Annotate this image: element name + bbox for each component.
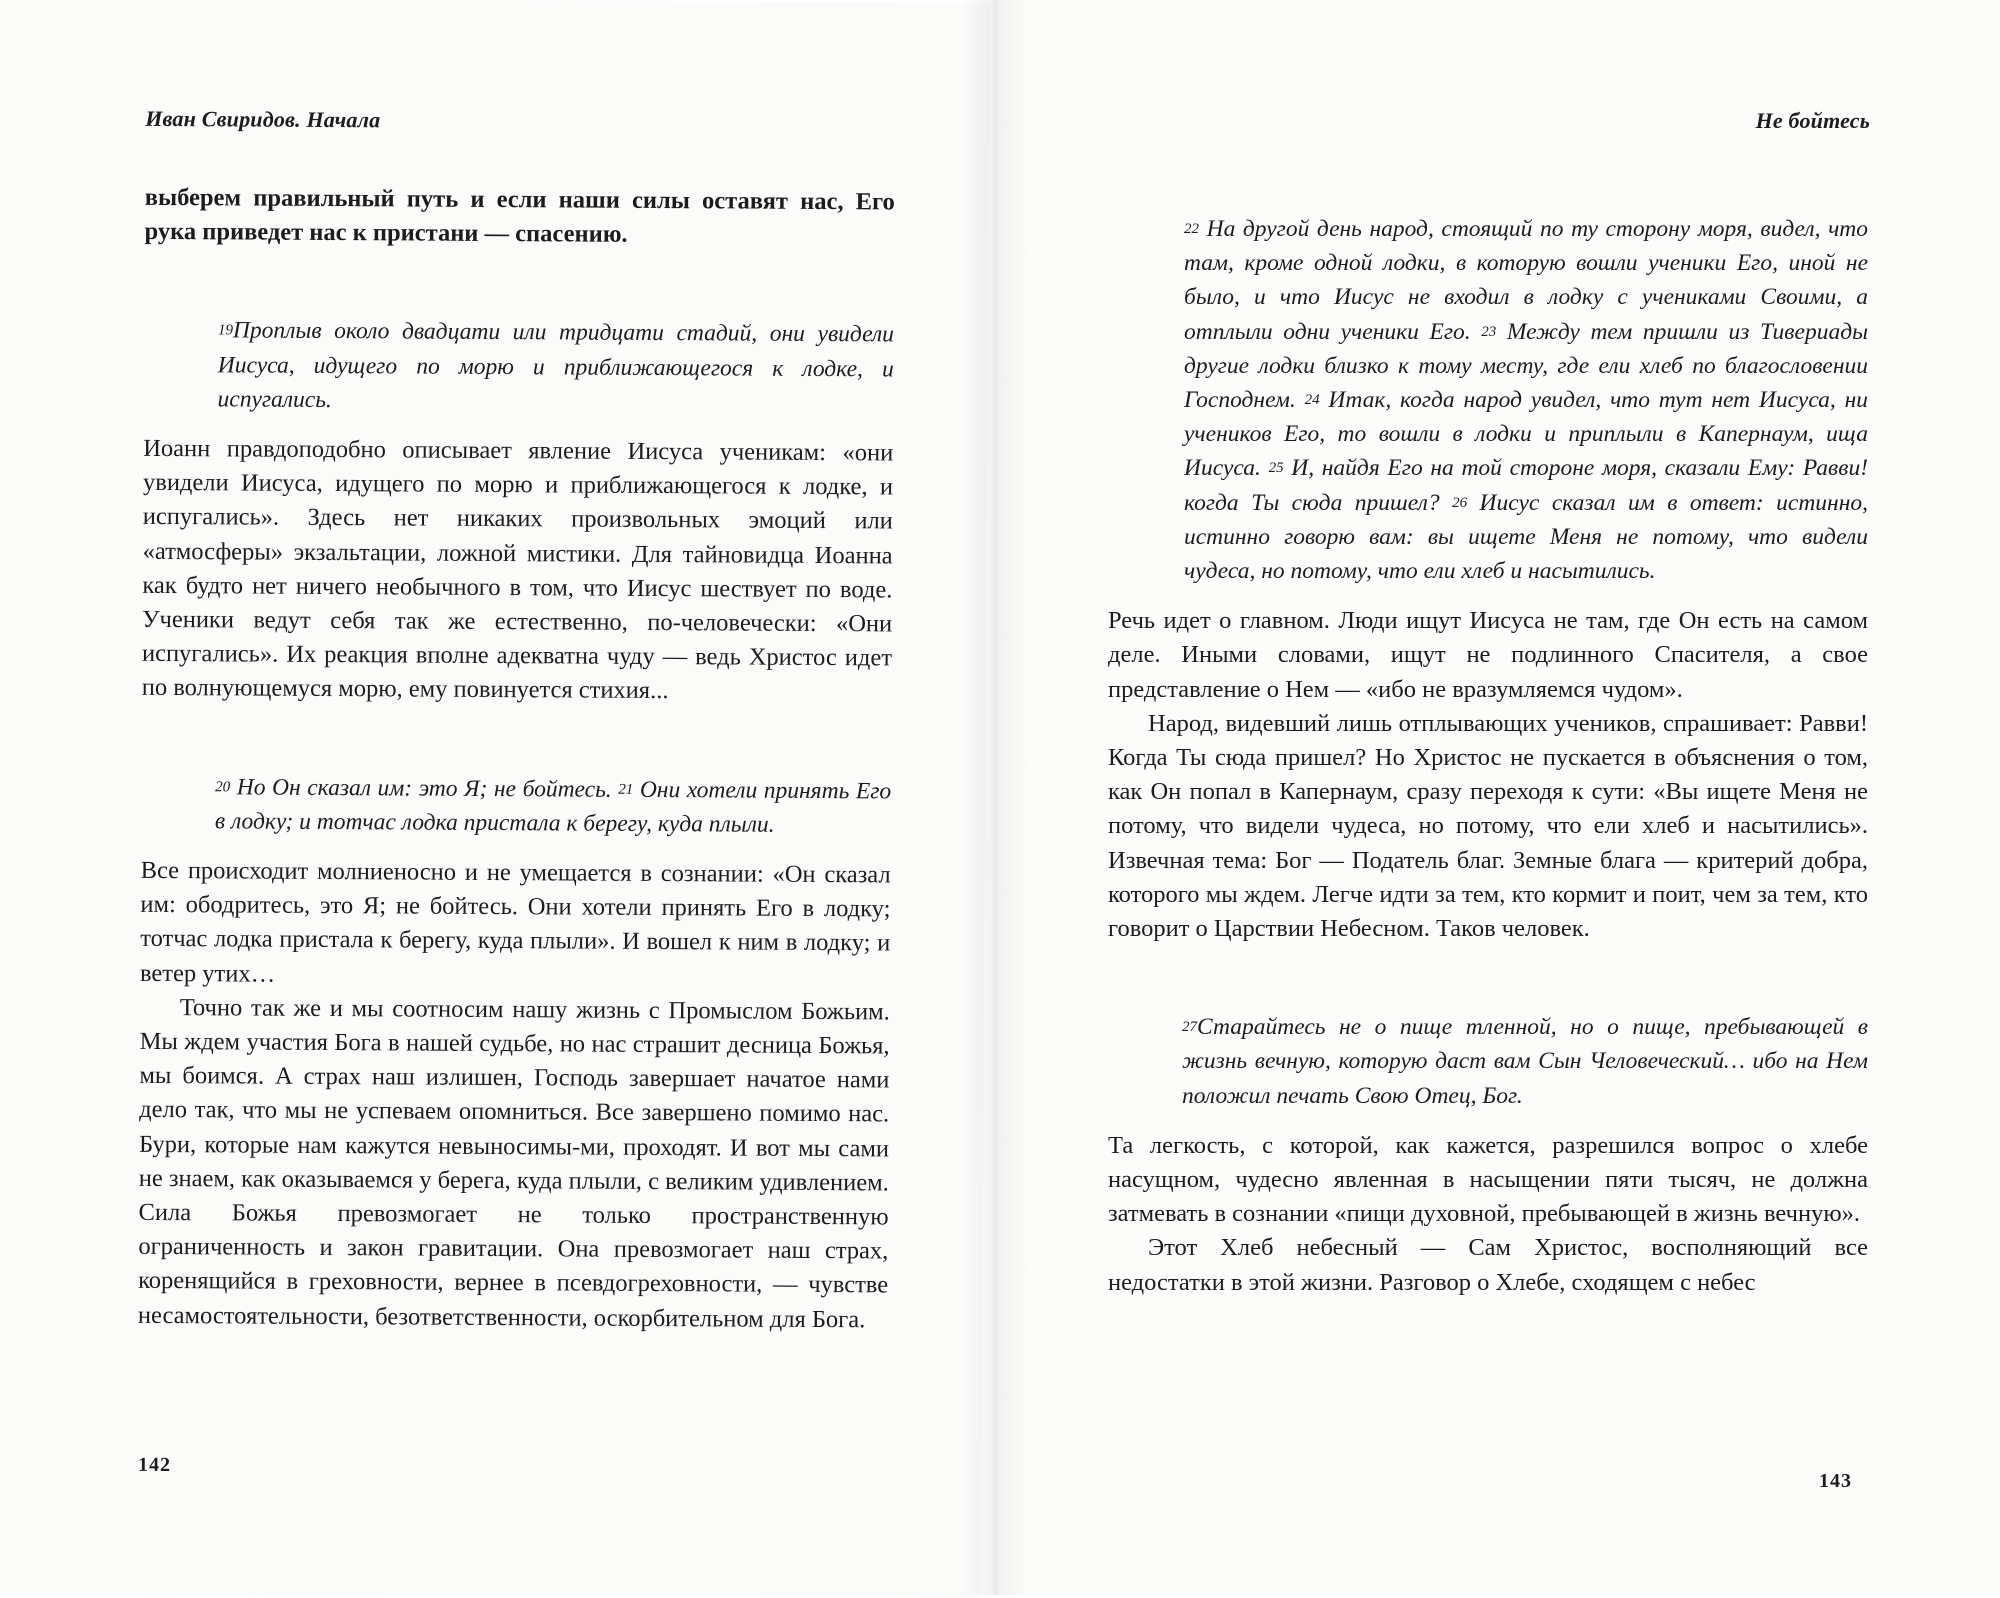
verse-text: Они хотели принять Его в лодку; и тотчас лодка пристала к берегу, куда плыли.	[214, 776, 892, 838]
body-paragraph: Этот Хлеб небесный — Сам Христос, восполняющий все недостатки в этой жизни. Разговор о Хлебе, сходящем с небес	[1108, 1234, 1868, 1296]
running-head-right: Не бойтесь	[1755, 108, 1870, 133]
page-number-right: 143	[1819, 1470, 1852, 1492]
body-paragraph: Речь идет о главном. Люди ищут Иисуса не там, где Он есть на самом деле. Иными словами, ищут не подлинного Спасителя, а свое представление о Нем — «ибо не вразумляемся чудом».	[1108, 607, 1868, 703]
body-paragraph: Все происходит молниеносно и не умещается в сознании: «Он сказал им: ободритесь, это Я; не бойтесь. Они хотели принять Его в лодку; тотчас лодка пристала к берегу, куда плыли». И вошел к ним в лодку; и ветер утих…	[139, 856, 891, 988]
body-paragraph: Точно так же и мы соотносим нашу жизнь с Промыслом Божьим. Мы ждем участия Бога в нашей судьбе, но нас страшит десница Божья, мы боимся. А страх наш излишен, Господь завершает начатое нами дело так, что мы не успеваем опомниться. Все завершено помимо нас. Бури, которые нам кажутся невыносимы-ми, проходят. И вот мы сами не знаем, как оказываемся у берега, куда плыли, с великим удивлением. Сила Божья превозмогает не только пространственную ограниченность и закон гравитации. Она превозмогает наш страх, коренящийся в греховности, вернее в псевдогреховности, — чувстве несамостоятельности, безответственности, оскорбительном для Бога.	[137, 993, 890, 1333]
verse-text: Иисус сказал им в ответ: истинно, истинно говорю вам: вы ищете Меня не потому, что видели чудеса, но потому, что ели хлеб и насытились.	[1184, 489, 1868, 585]
running-head-left: Иван Свиридов. Начала	[145, 105, 381, 133]
verse-text: И, найдя Его на той стороне моря, сказали Ему: Равви! когда Ты сюда пришел?	[1184, 455, 1869, 516]
verse-text: Между тем пришли из Тивериады другие лодки близко к тому месту, где ели хлеб по благословении Господнем.	[1184, 318, 1868, 414]
verse-number: 24	[1304, 392, 1320, 409]
book-gutter	[960, 0, 1030, 1595]
left-page	[0, 0, 990, 1598]
verse-text: Старайтесь не о пище тленной, но о пище, пребывающей в жизнь вечную, которую даст вам Сын Человеческий… ибо на Нем положил печать Свою Отец, Бог.	[1182, 1014, 1868, 1109]
verse-text: Но Он сказал им: это Я; не бойтесь.	[236, 774, 612, 803]
scripture-quote-22-26	[1184, 212, 1868, 588]
left-page-body	[138, 181, 895, 1337]
body-paragraph: Иоанн правдоподобно описывает явление Иисуса ученикам: «они увидели Иисуса, идущего по морю и приближающегося к лодке, и испугались». Здесь нет никаких произвольных эмоций или «атмосферы» экзальтации, ложной мистики. Для тайновидца Иоанна как будто нет ничего необычного в том, что Иисус шествует по воде. Ученики ведут себя так же естественно, по-человечески: «Они испугались». Их реакция вполне адекватна чуду — ведь Христос идет по волнующемуся морю, ему повинуется стихия...	[141, 434, 894, 705]
scripture-quote-20-21	[215, 770, 891, 843]
right-page-body	[1108, 212, 1868, 1300]
verse-number: 22	[1184, 221, 1199, 237]
verse-number: 19	[217, 322, 234, 339]
opening-paragraph: выберем правильный путь и если наши силы оставят нас, Его рука приведет нас к пристани — спасению.	[144, 183, 895, 249]
body-paragraph: Народ, видевший лишь отплывающих учеников, спрашивает: Равви! Когда Ты сюда пришел? Но Христос не пускается в объяснения о том, как Он попал в Капернаум, сразу переходя к сути: «Вы ищете Меня не потому, что видели чудеса, но потому, что ели хлеб и насытились». Извечная тема: Бог — Податель благ. Земные блага — критерий добра, которого мы ждем. Легче идти за тем, кто кормит и поит, чем за тем, кто говорит о Царствии Небесном. Таков человек.	[1108, 709, 1868, 943]
verse-number: 27	[1182, 1019, 1197, 1036]
verse-text: Проплыв около двадцати или тридцати стадий, они увидели Иисуса, идущего по морю и приближающегося к лодке, и испугались.	[217, 317, 895, 413]
verse-text: Итак, когда народ увидел, что тут нет Иисуса, ни учеников Его, то вошли в лодки и приплыли в Капернаум, ища Иисуса.	[1184, 387, 1868, 482]
page-number-left: 142	[137, 1453, 172, 1477]
verse-text: На другой день народ, стоящий по ту сторону моря, видел, что там, кроме одной лодки, в которую вошли ученики Его, иной не было, и что Иисус не входил в лодку с учениками Своими, а отплыли одни ученики Его.	[1184, 216, 1868, 345]
verse-number: 21	[618, 781, 634, 798]
verse-number: 25	[1268, 460, 1284, 477]
right-page	[1000, 0, 2000, 1595]
verse-number: 20	[215, 778, 231, 796]
body-paragraph: Та легкость, с которой, как кажется, разрешился вопрос о хлебе насущном, чудесно явленная в насыщении пяти тысяч, не должна затмевать в сознании «пищи духовной, пребывающей в жизнь вечную».	[1108, 1131, 1868, 1228]
verse-number: 26	[1452, 494, 1468, 511]
scripture-quote-19	[217, 314, 894, 421]
scripture-quote-27	[1182, 1010, 1868, 1113]
verse-number: 23	[1481, 323, 1497, 340]
